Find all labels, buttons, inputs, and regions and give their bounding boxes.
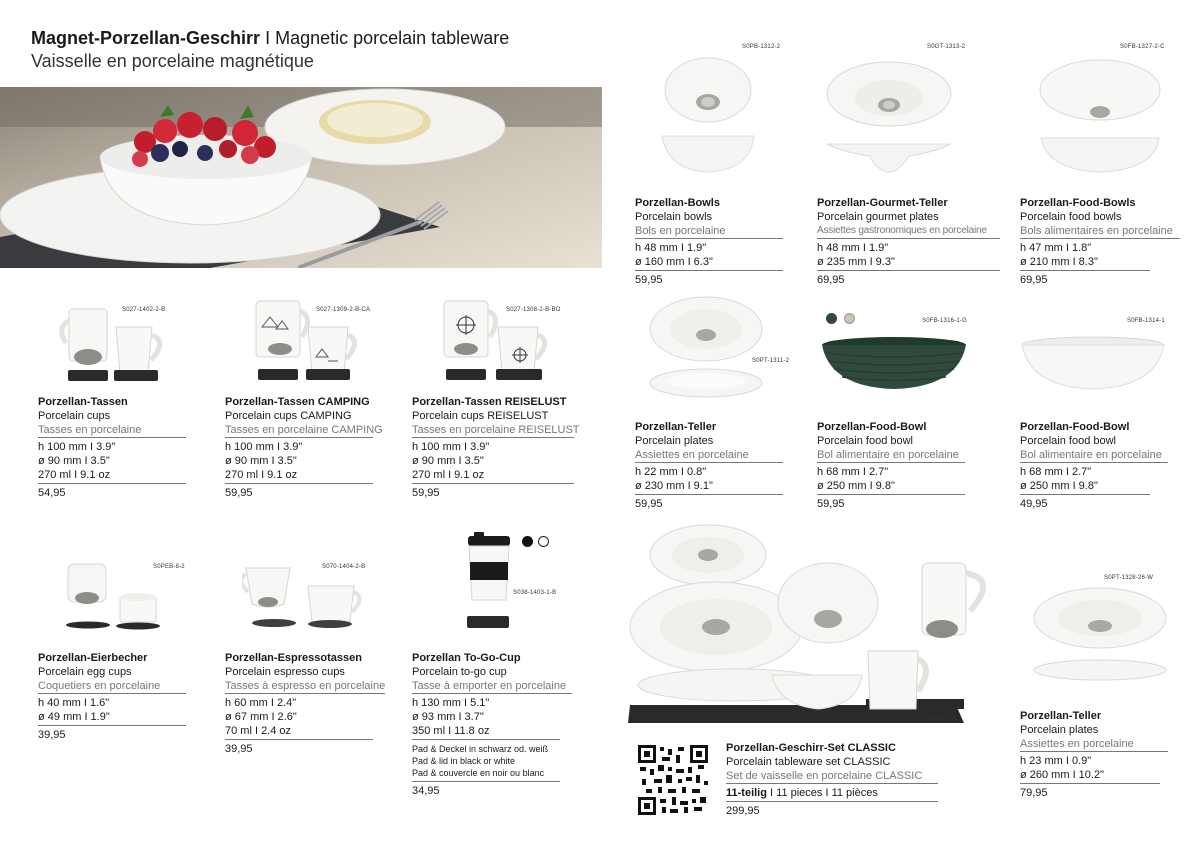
piece-count-rest: I 11 pieces I 11 pièces — [766, 787, 878, 799]
spec-diameter: ø 93 mm I 3.7" — [412, 711, 484, 723]
price: 54,95 — [38, 487, 66, 499]
product-name: Porzellan-Geschirr-Set CLASSIC — [726, 742, 896, 754]
spec-diameter: ø 67 mm I 2.6" — [225, 711, 297, 723]
product-name-en: Porcelain plates — [1020, 724, 1099, 736]
spec-diameter: ø 260 mm I 10.2" — [1020, 769, 1104, 781]
sku-label: S038-1403-1-B — [513, 590, 557, 596]
spec-volume: 270 ml I 9.1 oz — [225, 469, 298, 481]
product-card-plates — [635, 420, 783, 511]
product-name: Porzellan-Food-Bowls — [1020, 197, 1136, 209]
tableware-set-image — [626, 515, 1001, 735]
color-swatch-white[interactable] — [538, 536, 549, 547]
price: 39,95 — [225, 743, 253, 755]
spec-height: h 68 mm I 2.7" — [1020, 466, 1092, 478]
product-card-gourmet — [817, 196, 1000, 287]
price: 59,95 — [635, 274, 663, 286]
large-plate-image — [1032, 586, 1172, 691]
product-card-camping — [225, 395, 383, 500]
spec-height: h 60 mm I 2.4" — [225, 697, 297, 709]
price: 299,95 — [726, 805, 760, 817]
color-swatch-green[interactable] — [826, 313, 837, 324]
price: 49,95 — [1020, 498, 1048, 510]
title-en: Magnetic porcelain tableware — [275, 28, 510, 48]
product-name-fr: Assiettes en porcelaine — [635, 448, 783, 463]
product-card-plates-large — [1020, 709, 1168, 800]
camping-cups-image — [252, 297, 362, 388]
product-name-en: Porcelain food bowls — [1020, 211, 1122, 223]
sku-label: S027-1309-2-B-CA — [316, 307, 371, 313]
spec-volume: 350 ml I 11.8 oz — [412, 725, 490, 737]
sku-label: S0PEB-8-2 — [153, 564, 185, 570]
spec-height: h 48 mm I 1.9" — [817, 242, 889, 254]
product-name-en: Porcelain bowls — [635, 211, 713, 223]
price: 79,95 — [1020, 787, 1048, 799]
product-name-fr: Bols en porcelaine — [635, 224, 783, 239]
product-name-fr: Tasses en porcelaine REISELUST — [412, 424, 580, 436]
product-card-espresso — [225, 651, 385, 756]
product-card-food-bowl-green — [817, 420, 965, 511]
product-name-fr: Bols alimentaires en porcelaine — [1020, 224, 1180, 239]
spec-height: h 48 mm I 1.9" — [635, 242, 707, 254]
spec-height: h 100 mm I 3.9" — [225, 441, 303, 453]
product-name-en: Porcelain food bowl — [1020, 435, 1117, 447]
color-swatch-sand[interactable] — [844, 313, 855, 324]
hero-photo — [0, 87, 602, 268]
product-name-en: Porcelain to-go cup — [412, 666, 507, 678]
spec-diameter: ø 235 mm I 9.3" — [817, 256, 895, 268]
product-name-fr: Tasses en porcelaine CAMPING — [225, 424, 383, 436]
product-name-en: Porcelain egg cups — [38, 666, 132, 678]
price: 59,95 — [817, 498, 845, 510]
product-name-en: Porcelain gourmet plates — [817, 211, 939, 223]
product-card-cups — [38, 395, 186, 500]
note-en: Pad & lid in black or white — [412, 756, 516, 766]
spec-diameter: ø 250 mm I 9.8" — [817, 480, 895, 492]
price: 59,95 — [635, 498, 663, 510]
plate-image — [646, 295, 766, 410]
spec-height: h 23 mm I 0.9" — [1020, 755, 1092, 767]
product-name: Porzellan-Gourmet-Teller — [817, 197, 948, 209]
product-card-egg-cups — [38, 651, 186, 742]
spec-height: h 130 mm I 5.1" — [412, 697, 490, 709]
product-card-to-go — [412, 651, 572, 798]
product-name-fr: Set de vaisselle en porcelaine CLASSIC — [726, 769, 938, 784]
product-name: Porzellan-Tassen REISELUST — [412, 396, 567, 408]
product-name-fr: Assiettes en porcelaine — [1020, 737, 1168, 752]
product-name-fr: Tasses en porcelaine — [38, 423, 186, 438]
spec-diameter: ø 210 mm I 8.3" — [1020, 256, 1098, 268]
spec-height: h 68 mm I 2.7" — [817, 466, 889, 478]
product-card-food-bowl-white — [1020, 420, 1168, 511]
product-name: Porzellan-Bowls — [635, 197, 720, 209]
spec-height: h 40 mm I 1.6" — [38, 697, 110, 709]
product-name-fr: Tasse à emporter en porcelaine — [412, 679, 572, 694]
product-name-fr: Bol alimentaire en porcelaine — [1020, 448, 1168, 463]
price: 39,95 — [38, 729, 66, 741]
price: 59,95 — [412, 487, 440, 499]
cups-image — [52, 305, 162, 388]
egg-cups-image — [62, 560, 167, 637]
price: 69,95 — [817, 274, 845, 286]
price: 34,95 — [412, 785, 440, 797]
product-card-bowls — [635, 196, 783, 287]
spec-diameter: ø 90 mm I 3.5" — [38, 455, 110, 467]
product-card-food-bowls — [1020, 196, 1180, 287]
color-swatch-black[interactable] — [522, 536, 533, 547]
sku-label: S0GT-1313-2 — [927, 44, 966, 50]
spec-height: h 100 mm I 3.9" — [412, 441, 490, 453]
product-name-fr: Tasses à espresso en porcelaine — [225, 680, 386, 692]
sku-label: S0FB-1314-1 — [1127, 318, 1165, 324]
product-name-en: Porcelain food bowl — [817, 435, 914, 447]
espresso-cups-image — [242, 562, 367, 637]
spec-diameter: ø 90 mm I 3.5" — [412, 455, 484, 467]
product-name-fr: Coquetiers en porcelaine — [38, 679, 186, 694]
sku-label: S027-1308-2-B-BO — [506, 307, 561, 313]
reiselust-cups-image — [440, 297, 555, 388]
spec-height: h 22 mm I 0.8" — [635, 466, 707, 478]
product-name: Porzellan To-Go-Cup — [412, 652, 521, 664]
product-card-set — [726, 741, 938, 818]
green-food-bowl-image — [820, 335, 970, 400]
spec-volume: 270 ml I 9.1 oz — [38, 469, 111, 481]
sku-label: PO-VS-W — [929, 716, 957, 722]
spec-height: h 47 mm I 1.8" — [1020, 242, 1092, 254]
title-de: Magnet-Porzellan-Geschirr — [31, 28, 261, 48]
product-name: Porzellan-Teller — [1020, 710, 1102, 722]
page-title — [31, 27, 509, 49]
spec-volume: 270 ml I 9.1 oz — [412, 469, 485, 481]
product-name: Porzellan-Espressotassen — [225, 652, 362, 664]
qr-code[interactable] — [638, 745, 708, 815]
title-separator: I — [260, 28, 276, 48]
sku-label: S070-1404-2-B — [322, 564, 366, 570]
spec-height: h 100 mm I 3.9" — [38, 441, 116, 453]
spec-diameter: ø 90 mm I 3.5" — [225, 455, 297, 467]
title-fr: Vaisselle en porcelaine magnétique — [31, 51, 314, 71]
product-name-en: Porcelain tableware set CLASSIC — [726, 756, 891, 768]
bowl-image — [662, 52, 757, 182]
product-name: Porzellan-Tassen — [38, 396, 128, 408]
product-name-en: Porcelain cups CAMPING — [225, 410, 352, 422]
spec-volume: 70 ml I 2.4 oz — [225, 725, 292, 737]
gourmet-plate-image — [825, 60, 955, 185]
product-name-fr: Bol alimentaire en porcelaine — [817, 448, 965, 463]
product-name-fr: Assiettes gastronomiques en porcelaine — [817, 224, 1000, 239]
product-name-en: Porcelain espresso cups — [225, 666, 345, 678]
product-name: Porzellan-Food-Bowl — [1020, 421, 1130, 433]
product-name: Porzellan-Teller — [635, 421, 717, 433]
white-food-bowl-image — [1020, 335, 1168, 400]
product-name: Porzellan-Eierbecher — [38, 652, 148, 664]
product-name-en: Porcelain cups REISELUST — [412, 410, 549, 422]
product-name: Porzellan-Tassen CAMPING — [225, 396, 370, 408]
spec-diameter: ø 49 mm I 1.9" — [38, 711, 110, 723]
sku-label: S0PT-1311-2 — [752, 358, 790, 364]
note-fr: Pad & couvercle en noir ou blanc — [412, 768, 545, 778]
spec-diameter: ø 250 mm I 9.8" — [1020, 480, 1098, 492]
price: 69,95 — [1020, 274, 1048, 286]
sku-label: S027-1402-2-B — [122, 307, 166, 313]
sku-label: S0FB-1327-2-C — [1120, 44, 1165, 50]
spec-diameter: ø 160 mm I 6.3" — [635, 256, 713, 268]
product-card-reiselust — [412, 395, 580, 500]
spec-diameter: ø 230 mm I 9.1" — [635, 480, 713, 492]
to-go-cup-image — [464, 532, 514, 635]
product-name: Porzellan-Food-Bowl — [817, 421, 927, 433]
note-de: Pad & Deckel in schwarz od. weiß — [412, 744, 549, 754]
food-bowl-image — [1038, 58, 1163, 183]
product-name-en: Porcelain cups — [38, 410, 111, 422]
product-name-en: Porcelain plates — [635, 435, 714, 447]
sku-label: S0PT-1328-26-W — [1104, 575, 1154, 581]
piece-count-de: 11-teilig — [726, 787, 767, 799]
sku-label: S0PB-1312-2 — [742, 44, 781, 50]
sku-label: S0FB-1316-1-G — [922, 318, 967, 324]
price: 59,95 — [225, 487, 253, 499]
